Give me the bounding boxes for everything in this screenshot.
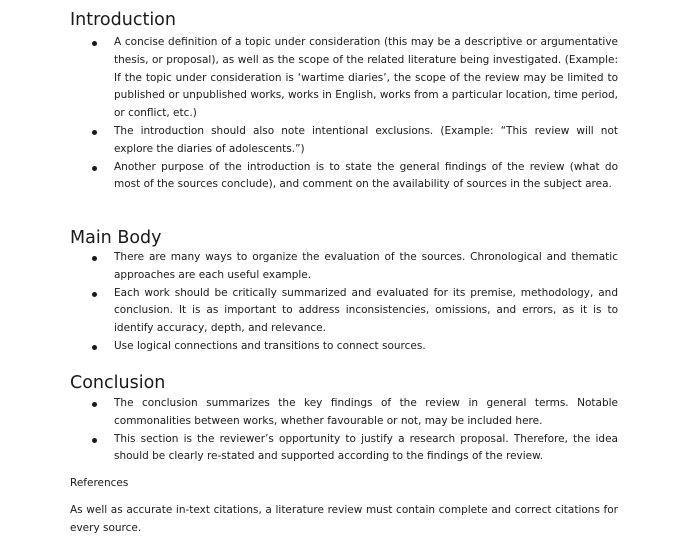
bullet-text: Each work should be critically summarized and evaluated for its premise, methodology, and conclusion. It is as important to address inconsistencies, omissions, and errors, as it is to identify accuracy, depth, and relevance. [114, 286, 618, 335]
introduction-list [0, 34, 618, 194]
references-text: As well as accurate in-text citations, a literature review must contain complete and correct citations for every source. [70, 504, 618, 534]
bullet-text: This section is the reviewer’s opportunity to justify a research proposal. Therefore, the idea should be clearly re-stated and supported according to the findings of the review. [114, 432, 618, 463]
main-body-list [0, 249, 618, 356]
conclusion-list [0, 395, 618, 466]
list-item [0, 34, 618, 123]
conclusion-heading: Conclusion [70, 373, 166, 393]
list-item [0, 431, 618, 467]
bullet-text: Use logical connections and transitions to connect sources. [114, 339, 426, 352]
references-label: References [70, 477, 129, 489]
bullet-icon [92, 292, 97, 297]
list-item [0, 159, 618, 195]
bullet-icon [92, 41, 97, 46]
list-item [0, 123, 618, 159]
list-item [0, 285, 618, 338]
list-item [0, 338, 618, 356]
bullet-text: The conclusion summarizes the key findings of the review in general terms. Notable commonalities between works, whether favourable or not, may be included here. [114, 397, 618, 427]
bullet-icon [92, 256, 97, 261]
introduction-heading: Introduction [70, 10, 176, 30]
bullet-text: A concise definition of a topic under consideration (this may be a descriptive or argumentative thesis, or proposal), as well as the scope of the related literature being investigated. (Example: If the topic under consideration is ‘wartime diaries’, the scope of the review may be limited to published or unpublished works, works in English, works from a particular location, time period, or conflict, etc.) [114, 36, 618, 120]
bullet-text: Another purpose of the introduction is to state the general findings of the review (what do most of the sources conclude), and comment on the availability of sources in the subject area. [114, 160, 618, 191]
bullet-icon [92, 130, 97, 135]
bullet-icon [92, 345, 97, 350]
list-item [0, 249, 618, 285]
list-item [0, 395, 618, 431]
bullet-icon [92, 166, 97, 171]
bullet-icon [92, 402, 97, 407]
bullet-icon [92, 438, 97, 443]
bullet-text: There are many ways to organize the evaluation of the sources. Chronological and thematic approaches are each useful example. [114, 251, 618, 281]
main-body-heading: Main Body [70, 228, 162, 248]
bullet-text: The introduction should also note intentional exclusions. (Example: “This review will not explore the diaries of adolescents.”) [114, 124, 618, 155]
